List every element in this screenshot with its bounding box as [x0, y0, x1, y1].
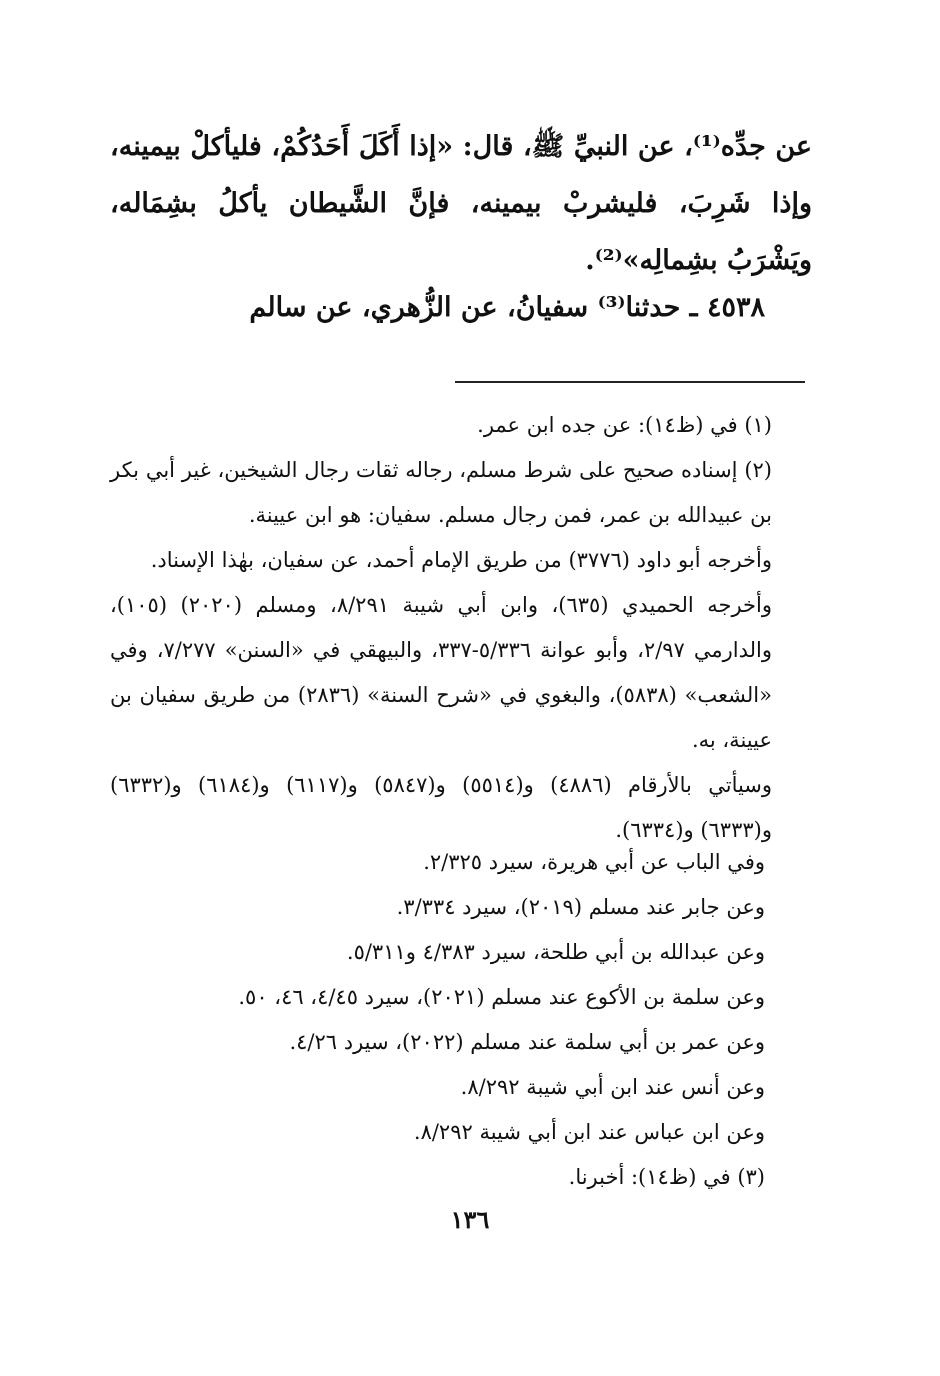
footnotes-block [110, 403, 812, 853]
footnote-2: (٢) إسناده صحيح على شرط مسلم، رجاله ثقات رجال الشيخين، غير أبي بكر بن عبيدالله بن عمر، فمن رجال مسلم. سفيان: هو ابن عيينة. [110, 458, 772, 527]
source-line: وعن عبدالله بن أبي طلحة، سيرد ٤/٣٨٣ و٥/٣١١. [346, 940, 765, 964]
source-list [238, 840, 765, 1200]
hadith-text: عن جدِّه⁽¹⁾، عن النبيِّ ﷺ، قال: «إذا أَكَلَ أَحَدُكُمْ، فليأكلْ بيمينه، وإذا شَرِبَ، فليشربْ بيمينه، فإنَّ الشَّيطان يأكلُ بشِمَاله، ويَشْرَبُ بشِمالِه»⁽²⁾. [110, 131, 812, 276]
footnote-2-paragraph-4: وسيأتي بالأرقام (٤٨٨٦) و(٥٥١٤) و(٥٨٤٧) و(٦١١٧) و(٦١٨٤) و(٦٣٣٢) و(٦٣٣٣) و(٦٣٣٤). [110, 773, 773, 842]
source-line: وعن سلمة بن الأكوع عند مسلم (٢٠٢١)، سيرد ٤/٤٥، ٤٦، ٥٠. [238, 985, 765, 1009]
footnote-1: (١) في (ظ١٤): عن جده ابن عمر. [477, 413, 772, 437]
main-text-block [110, 118, 812, 289]
hadith-heading: ٤٥٣٨ ـ حدثنا⁽³⁾ سفيانُ، عن الزُّهري، عن سالم [249, 292, 765, 323]
source-line: وعن عمر بن أبي سلمة عند مسلم (٢٠٢٢)، سيرد ٤/٢٦. [289, 1030, 765, 1054]
source-line: وعن أنس عند ابن أبي شيبة ٨/٢٩٢. [460, 1075, 765, 1099]
page-number: ١٣٦ [450, 1205, 490, 1234]
source-line: وعن جابر عند مسلم (٢٠١٩)، سيرد ٣/٣٣٤. [396, 895, 765, 919]
footnote-divider [455, 381, 805, 383]
source-line: وفي الباب عن أبي هريرة، سيرد ٢/٣٢٥. [423, 850, 765, 874]
source-line: وعن ابن عباس عند ابن أبي شيبة ٨/٢٩٢. [413, 1120, 765, 1144]
footnote-2-paragraph-2: وأخرجه أبو داود (٣٧٧٦) من طريق الإمام أحمد، عن سفيان، بهٰذا الإسناد. [150, 548, 772, 572]
footnote-2-paragraph-3: وأخرجه الحميدي (٦٣٥)، وابن أبي شيبة ٨/٢٩١، ومسلم (٢٠٢٠) (١٠٥)، والدارمي ٢/٩٧، وأبو عوانة ٥/٣٣٦-٣٣٧، والبيهقي في «السنن» ٧/٢٧٧، وفي «الشعب» (٥٨٣٨)، والبغوي في «شرح السنة» (٢٨٣٦) من طريق سفيان بن عيينة، به. [110, 593, 772, 752]
footnote-3: (٣) في (ظ١٤): أخبرنا. [568, 1165, 765, 1189]
